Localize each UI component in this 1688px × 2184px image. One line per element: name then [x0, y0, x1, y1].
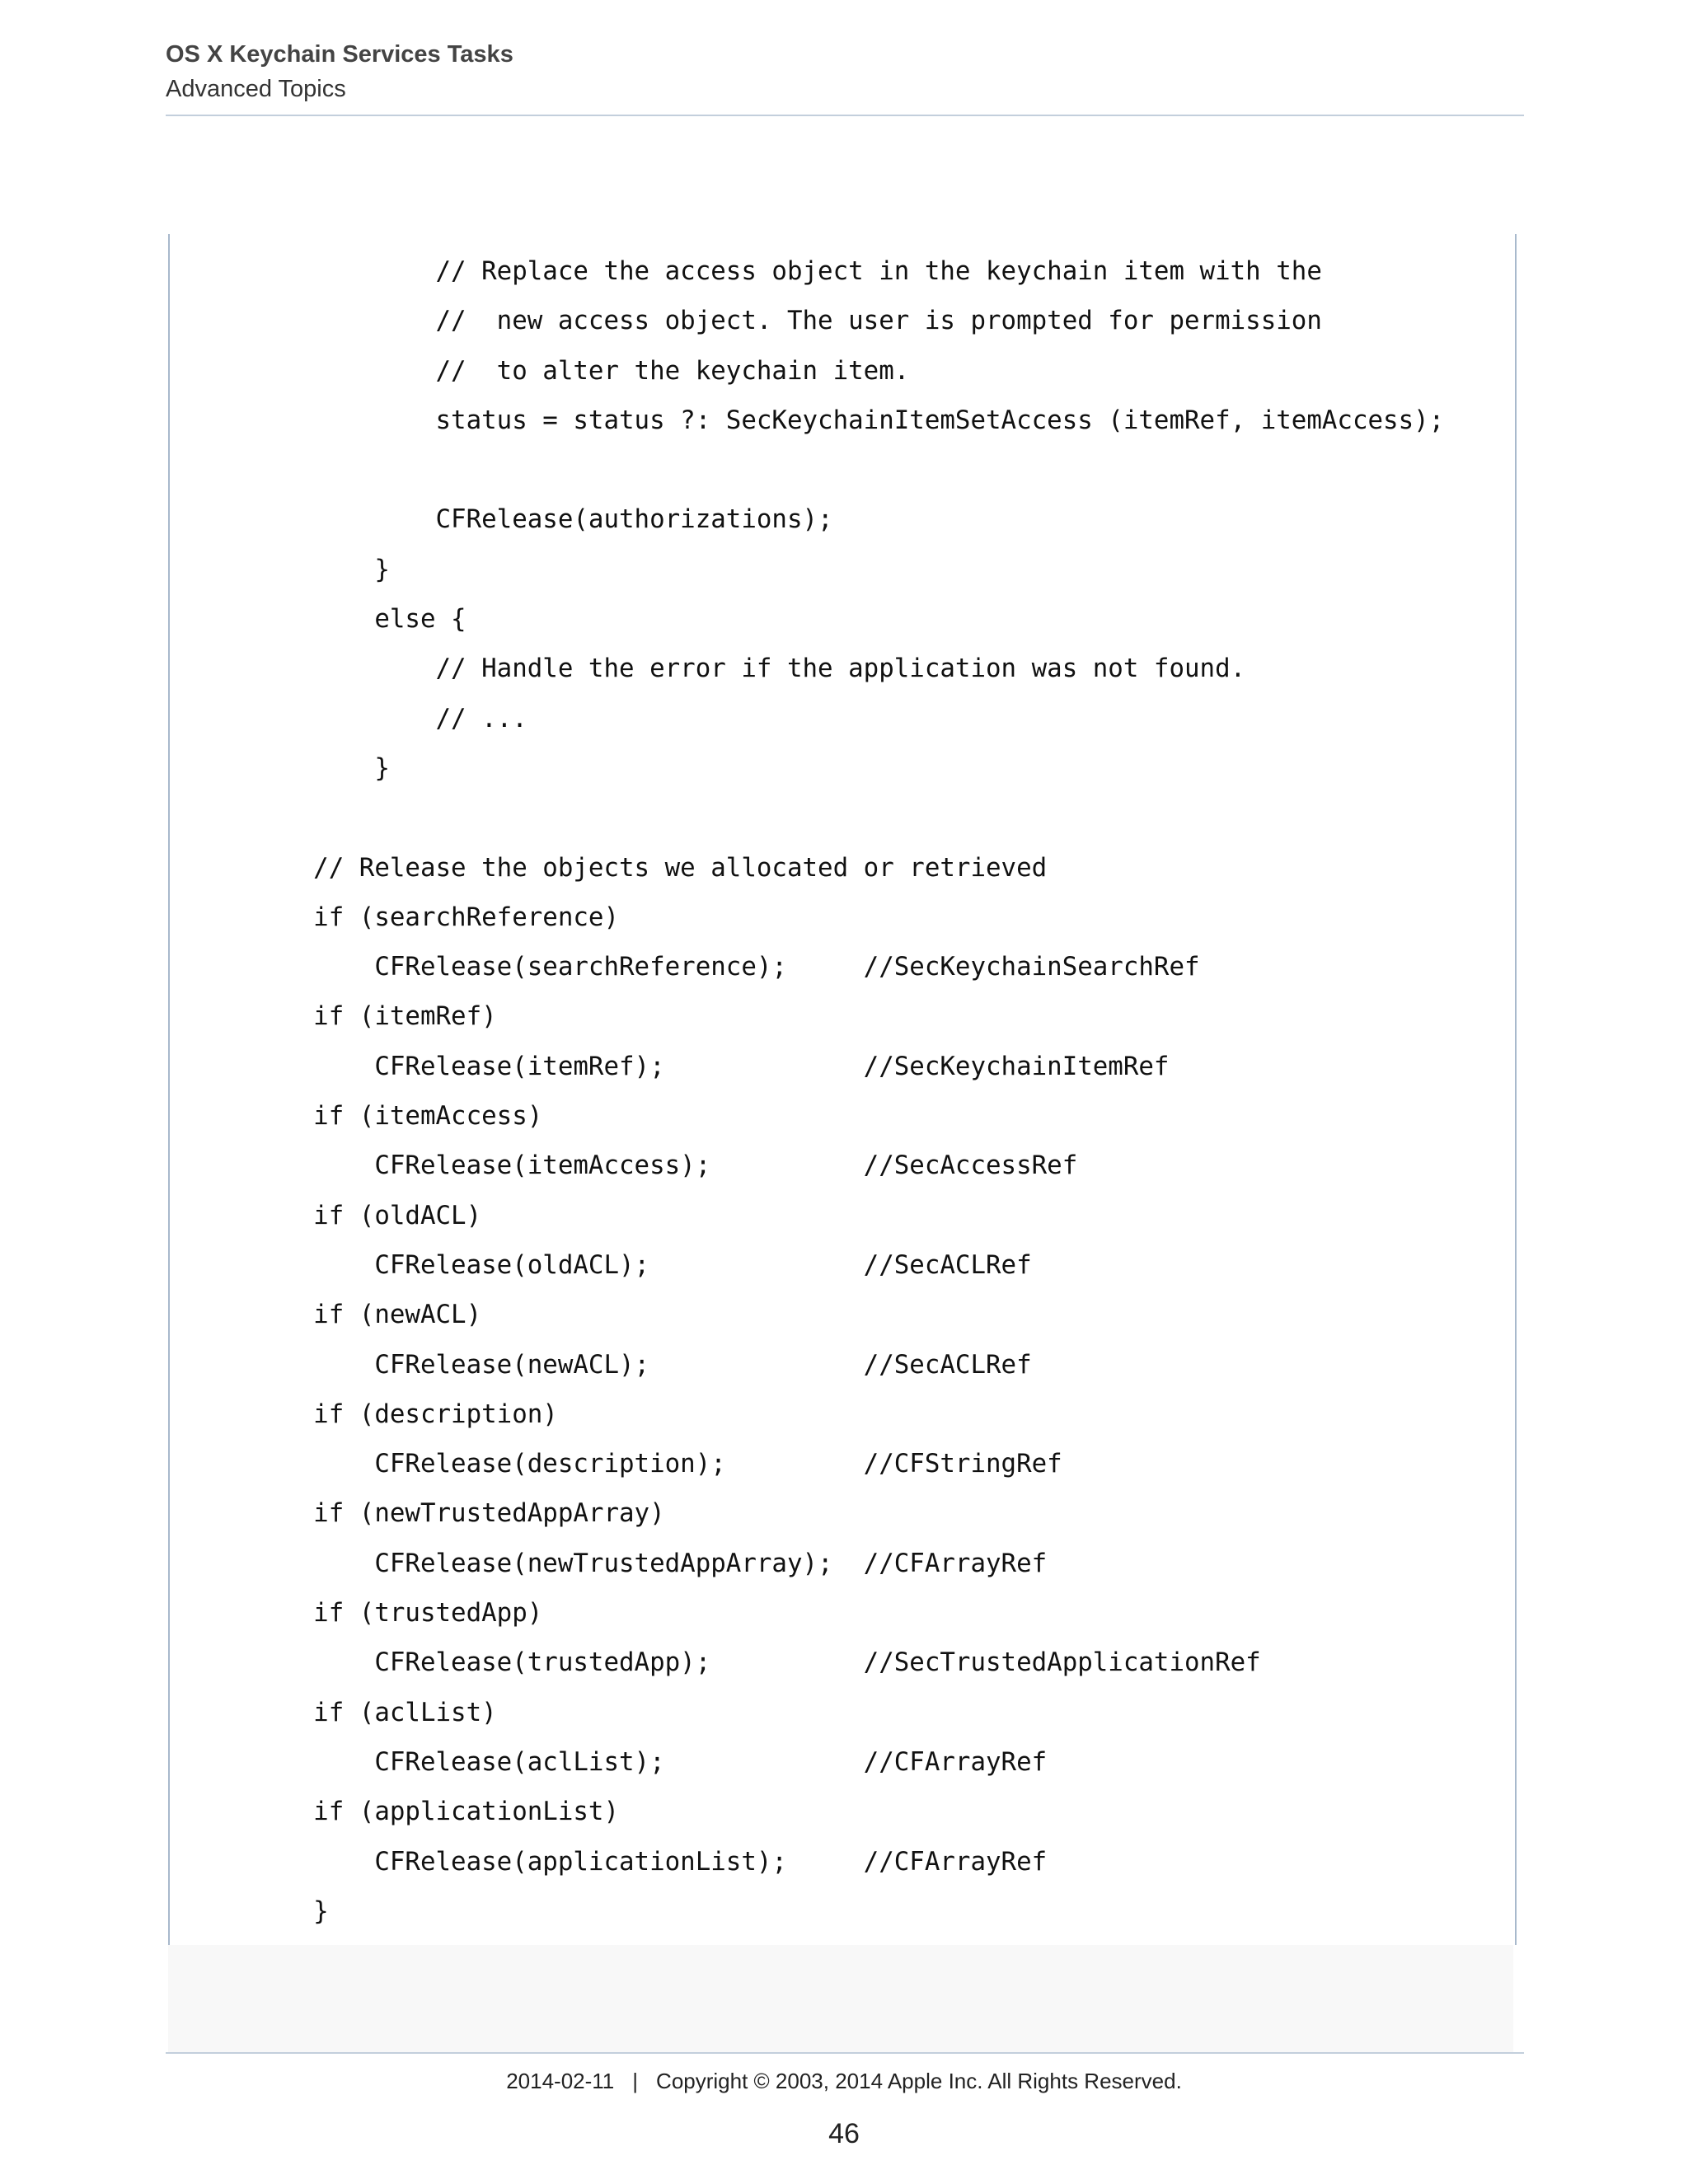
footer-date: 2014-02-11: [506, 2069, 615, 2093]
code-line: // Replace the access object in the keychain item with the: [252, 256, 1322, 286]
code-listing: [168, 234, 1517, 1945]
code-line: CFRelease(newTrustedAppArray); //CFArrayRef: [252, 1548, 1048, 1578]
code-line: CFRelease(newACL); //SecACLRef: [252, 1349, 1032, 1380]
document-title: OS X Keychain Services Tasks: [166, 41, 513, 68]
code-line: }: [252, 1896, 329, 1926]
code-line: if (oldACL): [252, 1200, 482, 1230]
code-line: if (description): [252, 1399, 558, 1429]
code-line: CFRelease(itemAccess); //SecAccessRef: [252, 1151, 1078, 1181]
page-number: 46: [828, 2118, 860, 2149]
code-line: CFRelease(itemRef); //SecKeychainItemRef: [252, 1051, 1170, 1081]
page-footer: [0, 2064, 1688, 2097]
code-line: // Release the objects we allocated or retrieved: [252, 852, 1048, 883]
code-line: [252, 793, 1444, 842]
code-line: if (newTrustedAppArray): [252, 1498, 665, 1529]
chapter-title: Advanced Topics: [166, 76, 346, 102]
code-line: CFRelease(applicationList); //CFArrayRef: [252, 1846, 1048, 1877]
code-line: if (itemAccess): [252, 1101, 543, 1132]
code-line: if (trustedApp): [252, 1598, 543, 1629]
footer-copyright: Copyright © 2003, 2014 Apple Inc. All Rights Reserved.: [656, 2069, 1182, 2093]
code-line: if (aclList): [252, 1697, 497, 1727]
page-header: [166, 36, 1524, 105]
code-line: CFRelease(aclList); //CFArrayRef: [252, 1746, 1048, 1777]
code-line: }: [252, 752, 390, 783]
code-line: if (itemRef): [252, 1001, 497, 1032]
code-line: // new access object. The user is prompted for permission: [252, 306, 1322, 336]
footer-divider: [166, 2052, 1524, 2054]
code-line: [252, 445, 1444, 494]
code-line: CFRelease(description); //CFStringRef: [252, 1449, 1062, 1479]
code-line: CFRelease(oldACL); //SecACLRef: [252, 1249, 1032, 1280]
code-line: // Handle the error if the application was not found.: [252, 654, 1246, 684]
code-listing-bottom-band: [168, 1945, 1513, 2052]
code-line: if (newACL): [252, 1300, 482, 1330]
code-line: }: [252, 554, 390, 584]
code-line: CFRelease(authorizations);: [252, 504, 833, 535]
code-lines: [252, 246, 1444, 1936]
code-line: status = status ?: SecKeychainItemSetAccess (itemRef, itemAccess);: [252, 405, 1445, 435]
code-line: CFRelease(trustedApp); //SecTrustedApplicationRef: [252, 1647, 1261, 1678]
code-line: if (searchReference): [252, 902, 619, 932]
code-line: // ...: [252, 703, 528, 733]
code-line: CFRelease(searchReference); //SecKeychainSearchRef: [252, 952, 1200, 982]
code-line: // to alter the keychain item.: [252, 355, 910, 386]
code-line: if (applicationList): [252, 1797, 619, 1827]
header-divider: [166, 115, 1524, 116]
code-line: else {: [252, 604, 467, 635]
footer-separator: |: [632, 2069, 639, 2093]
